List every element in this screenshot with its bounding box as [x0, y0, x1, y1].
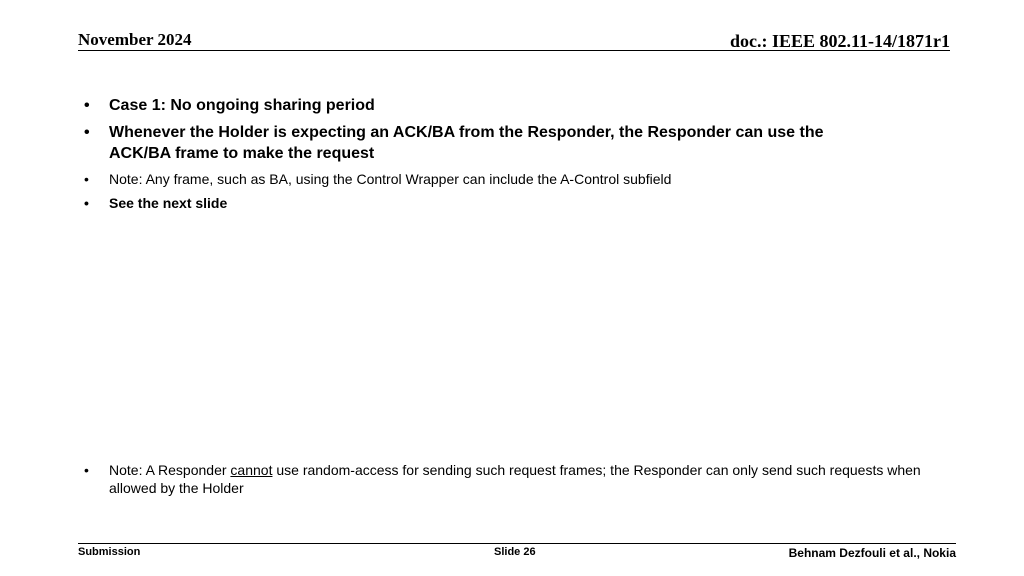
bullet-text: Note: Any frame, such as BA, using the Control Wrapper can include the A-Control subfield — [109, 171, 672, 187]
bullet-text: Whenever the Holder is expecting an ACK/BA from the Responder, the Responder can use the ACK/BA frame to make the request — [109, 124, 824, 162]
footer-submission: Submission — [78, 546, 141, 558]
bullet-glyph: • — [84, 462, 89, 478]
bottom-note-prefix: Note: A Responder — [109, 462, 231, 478]
bullet-text: See the next slide — [109, 195, 228, 211]
header-divider — [78, 50, 950, 51]
bullet-glyph: • — [84, 171, 89, 187]
bullet-text: Case 1: No ongoing sharing period — [109, 97, 375, 114]
header-date: November 2024 — [78, 30, 192, 49]
bullet-item-control-wrapper-note — [84, 170, 884, 188]
footer-slide-number: Slide 26 — [494, 546, 536, 558]
bullet-glyph: • — [84, 195, 89, 211]
bullet-glyph: • — [84, 97, 90, 114]
bottom-note-suffix: use random-access for sending such request frames; the Responder can only send such requests when allowed by the Holder — [109, 462, 921, 496]
footer-author: Behnam Dezfouli et al., Nokia — [788, 546, 956, 560]
footer-divider — [78, 543, 956, 544]
bullet-item-see-next-slide — [84, 194, 884, 212]
bullet-item-case-1 — [84, 95, 884, 116]
bullet-list — [84, 95, 884, 212]
bottom-note — [84, 461, 954, 497]
bullet-glyph: • — [84, 124, 90, 141]
bottom-note-emphasis: cannot — [230, 462, 273, 478]
header-doc-id: doc.: IEEE 802.11-14/1871r1 — [729, 31, 950, 51]
bullet-item-ack-ba-request — [84, 122, 884, 164]
